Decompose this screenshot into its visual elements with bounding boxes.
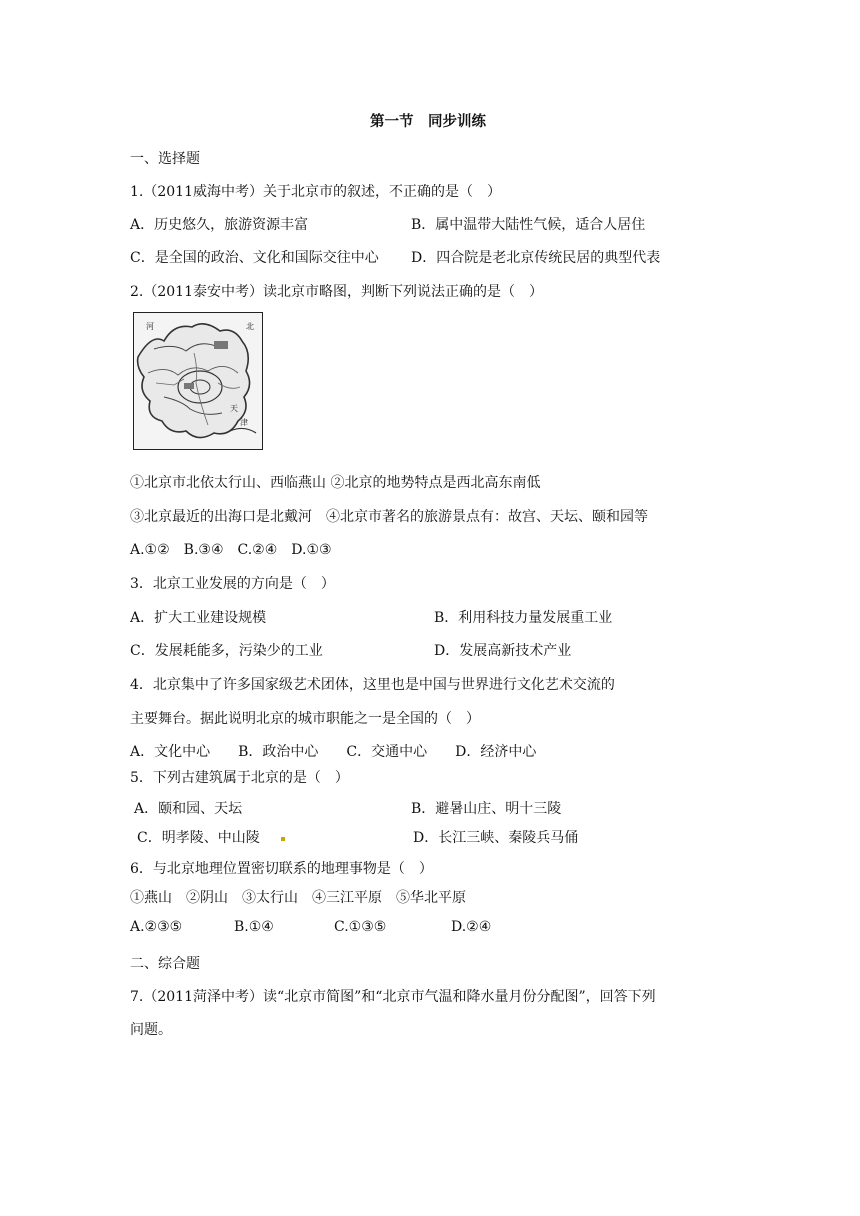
beijing-map-drawing: [134, 313, 261, 448]
beijing-map-figure: [133, 312, 263, 450]
question-5-option-a: A．颐和园、天坛: [134, 801, 243, 817]
question-7-stem-line-2: 问题。: [130, 1022, 172, 1038]
question-6-option-c: C.①③⑤: [334, 919, 387, 935]
question-7-stem-line-1: 7.（2011菏泽中考）读“北京市简图”和“北京市气温和降水量月份分配图”，回答下列: [130, 989, 656, 1005]
question-3-option-d: D．发展高新技术产业: [434, 643, 572, 659]
section-heading-choice: 一、选择题: [130, 151, 200, 167]
map-label-tian: 天: [230, 404, 238, 413]
question-2-stem: 2.（2011泰安中考）读北京市略图，判断下列说法正确的是（ ）: [130, 284, 543, 300]
question-6-items: ①燕山 ②阴山 ③太行山 ④三江平原 ⑤华北平原: [130, 890, 466, 906]
question-1-stem: 1.（2011威海中考）关于北京市的叙述，不正确的是（ ）: [130, 184, 501, 200]
page-title: 第一节 同步训练: [370, 113, 486, 130]
question-6-option-b: B.①④: [234, 919, 274, 935]
question-4-options: A．文化中心 B．政治中心 C．交通中心 D．经济中心: [130, 744, 537, 760]
stray-mark: [281, 837, 285, 841]
question-6-option-d: D.②④: [451, 919, 492, 935]
question-3-option-b: B．利用科技力量发展重工业: [434, 610, 613, 626]
question-1-option-b: B．属中温带大陆性气候，适合人居住: [411, 217, 646, 233]
question-5-option-c: C．明孝陵、中山陵: [137, 830, 260, 846]
question-1-option-a: A．历史悠久，旅游资源丰富: [130, 217, 309, 233]
question-1-option-c: C．是全国的政治、文化和国际交往中心: [130, 250, 379, 266]
question-5-option-b: B．避暑山庄、明十三陵: [411, 801, 562, 817]
question-3-stem: 3．北京工业发展的方向是（ ）: [130, 576, 335, 592]
question-6-stem: 6．与北京地理位置密切联系的地理事物是（ ）: [130, 861, 433, 877]
question-6-option-a: A.②③⑤: [130, 919, 183, 935]
question-1-option-d: D．四合院是老北京传统民居的典型代表: [411, 250, 661, 266]
question-3-option-a: A．扩大工业建设规模: [130, 610, 267, 626]
question-5-option-d: D．长江三峡、秦陵兵马俑: [413, 830, 579, 846]
map-label-jin: 津: [240, 418, 248, 427]
section-heading-comprehensive: 二、综合题: [130, 956, 200, 972]
map-label-he: 河: [146, 322, 154, 331]
question-4-stem-line-2: 主要舞台。据此说明北京的城市职能之一是全国的（ ）: [130, 711, 480, 727]
question-2-statement-3-4: ③北京最近的出海口是北戴河 ④北京市著名的旅游景点有：故宫、天坛、颐和园等: [130, 509, 648, 525]
map-label-bei: 北: [246, 322, 254, 331]
question-2-statement-1-2: ①北京市北依太行山、西临燕山 ②北京的地势特点是西北高东南低: [130, 475, 541, 491]
question-4-stem-line-1: 4．北京集中了许多国家级艺术团体，这里也是中国与世界进行文化艺术交流的: [130, 677, 615, 693]
question-2-options: A.①② B.③④ C.②④ D.①③: [130, 542, 332, 558]
question-5-stem: 5．下列古建筑属于北京的是（ ）: [130, 770, 349, 786]
question-3-option-c: C．发展耗能多，污染少的工业: [130, 643, 323, 659]
